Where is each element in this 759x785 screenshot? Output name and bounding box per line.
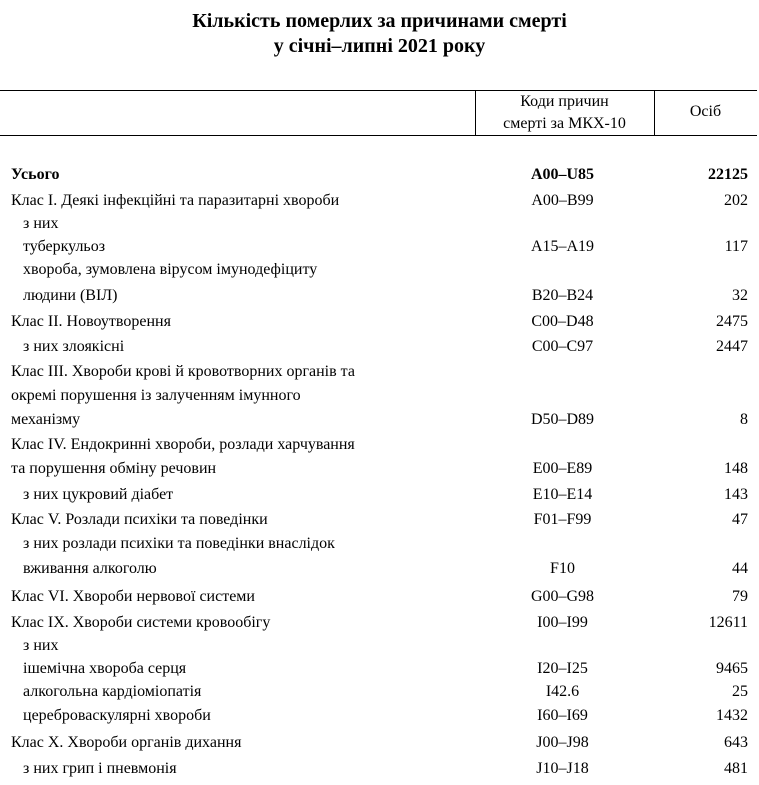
row-value: 202 [724, 192, 748, 209]
row-value: 117 [724, 238, 748, 255]
row-code: I20–I25 [537, 660, 588, 677]
title-line-1: Кількість померлих за причинами смерті [192, 10, 567, 32]
row-value: 1432 [716, 707, 748, 724]
row-label-line-1: Клас III. Хвороби крові й кровотворних органів та [11, 363, 355, 380]
row-label-line-2: та порушення обміну речовин [11, 460, 217, 477]
row-value: 25 [732, 683, 748, 700]
row-code: J00–J98 [536, 734, 589, 751]
header-codes-line-1: Коди причин [520, 93, 609, 110]
row-label: Клас V. Розлади психіки та поведінки [11, 511, 268, 528]
row-code: E10–E14 [532, 486, 593, 503]
row-code: B20–B24 [531, 287, 594, 304]
row-label: цереброваскулярні хвороби [23, 707, 211, 724]
row-label: Клас II. Новоутворення [11, 313, 171, 330]
row-label-line-2: окремі порушення із залученням імунного [11, 387, 301, 404]
row-code: F01–F99 [533, 511, 592, 528]
table-title [0, 9, 759, 59]
row-label: з них [23, 637, 59, 654]
row-label: Клас X. Хвороби органів дихання [11, 734, 242, 751]
row-label: алкогольна кардіоміопатія [23, 683, 202, 700]
row-value: 8 [740, 411, 748, 428]
header-codes-line-2: смерті за МКХ-10 [503, 115, 626, 132]
row-label-line-1: з них розлади психіки та поведінки внаслідок [23, 535, 335, 552]
row-value: 2475 [716, 313, 748, 330]
row-value: 32 [732, 287, 748, 304]
header-persons: Осіб [689, 103, 722, 120]
row-code: E00–E89 [532, 460, 593, 477]
row-value: 481 [724, 760, 748, 777]
row-label-line-2: людини (ВІЛ) [23, 287, 118, 304]
row-value: 12611 [708, 614, 748, 631]
row-label: з них грип і пневмонія [23, 760, 177, 777]
header-codes [475, 91, 654, 135]
row-label: з них злоякісні [23, 338, 125, 355]
row-value: 148 [724, 460, 748, 477]
row-code: I60–I69 [537, 707, 588, 724]
row-value: 22125 [708, 166, 748, 183]
row-code: A00–B99 [531, 192, 594, 209]
row-label: з них цукровий діабет [23, 486, 174, 503]
row-value: 79 [732, 588, 748, 605]
row-label: Клас IX. Хвороби системи кровообігу [11, 614, 271, 631]
row-code: J10–J18 [536, 760, 589, 777]
row-label: туберкульоз [23, 238, 106, 255]
row-code: C00–C97 [531, 338, 594, 355]
row-label-line-3: механізму [11, 411, 81, 428]
row-value: 2447 [716, 338, 748, 355]
row-label-line-1: хвороба, зумовлена вірусом імунодефіциту [23, 261, 318, 278]
row-value: 44 [732, 560, 748, 577]
row-code: F10 [550, 560, 575, 577]
row-code: D50–D89 [530, 411, 595, 428]
row-code: I00–I99 [537, 614, 588, 631]
row-value: 9465 [716, 660, 748, 677]
row-label-line-1: Клас IV. Ендокринні хвороби, розлади харчування [11, 436, 355, 453]
row-label: ішемічна хвороба серця [23, 660, 187, 677]
row-value: 643 [724, 734, 748, 751]
row-code: I42.6 [545, 683, 580, 700]
row-label: Клас VI. Хвороби нервової системи [11, 588, 255, 605]
row-code: C00–D48 [531, 313, 594, 330]
row-label: Клас I. Деякі інфекційні та паразитарні хвороби [11, 192, 340, 209]
title-line-2: у січні–липні 2021 року [273, 35, 486, 57]
row-label: Усього [11, 166, 60, 183]
row-label-line-2: вживання алкоголю [23, 560, 157, 577]
row-value: 143 [724, 486, 748, 503]
row-label: з них [23, 215, 59, 232]
row-code: A15–A19 [530, 238, 595, 255]
row-value: 47 [732, 511, 748, 528]
row-code: G00–G98 [530, 588, 595, 605]
header-bottom-rule [0, 135, 757, 136]
row-code: A00–U85 [530, 166, 595, 183]
